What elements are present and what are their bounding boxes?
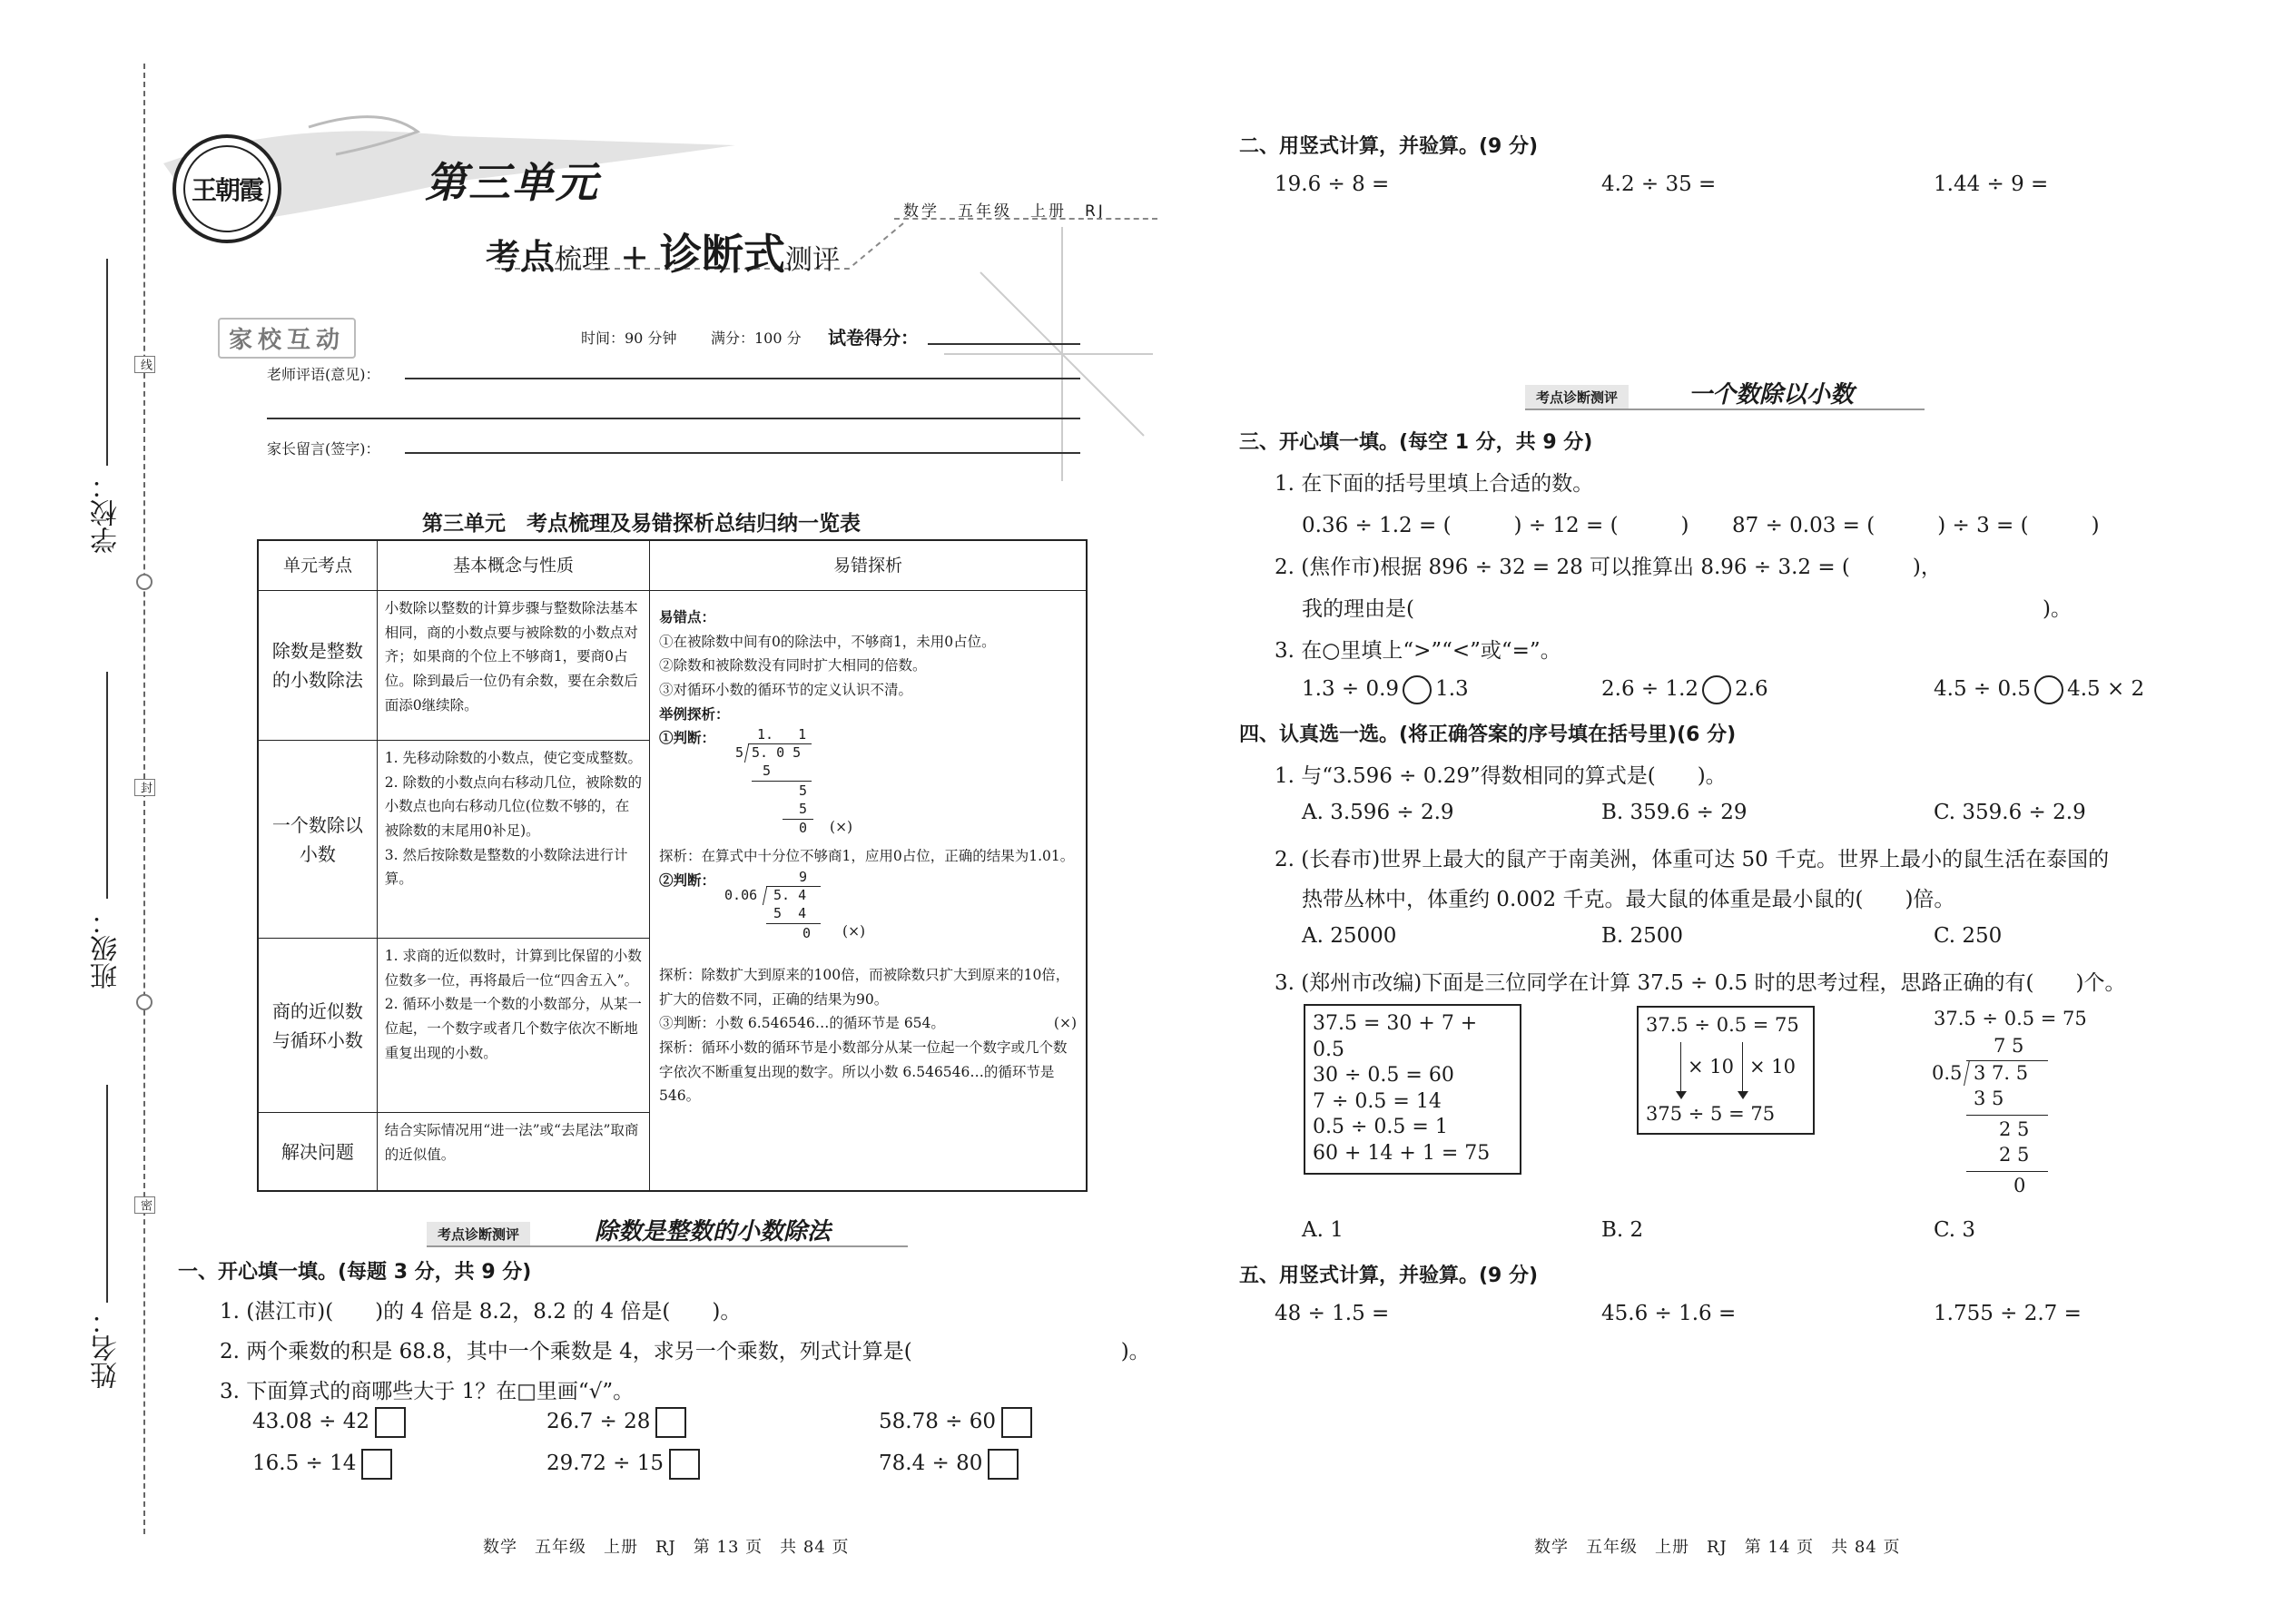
compare-right: 2.6 [1735,677,1768,701]
section-5-title: 五、用竖式计算，并验算。(9 分) [1239,1265,1539,1287]
exam-full-score: 满分：100 分 [711,330,802,347]
banner-underline [427,1245,908,1247]
error-item: ①在被除数中间有0的除法中，不够商1，未用0占位。 [659,633,996,650]
table-row [259,740,649,938]
fill-expression: 0.36 ÷ 1.2 = ( ) ÷ 12 = ( ) [1302,514,1689,537]
check-expression: 29.72 ÷ 15 [546,1452,665,1475]
exam-time: 时间：90 分钟 [581,330,677,347]
concept-cell [378,741,649,938]
division-rule [1966,1115,2048,1116]
division-step: 2 5 [1999,1144,2030,1166]
method-c-division [1930,1035,2075,1207]
division-step: 5 4 [773,904,807,921]
subtitle-part: 考点 [486,237,556,277]
multiply-note: × 10 [1749,1056,1796,1078]
choice-option[interactable]: A. 1 [1302,1218,1344,1242]
page-footer-right: 数学 五年级 上册 RJ 第 14 页 共 84 页 [1534,1538,1901,1557]
calc-item: 19.6 ÷ 8 = [1275,172,1390,196]
question-4-3: 3. (郑州市改编)下面是三位同学在计算 37.5 ÷ 0.5 时的思考过程，思路正确的有( )个。 [1275,971,2126,995]
division-rule [766,923,821,924]
example-analysis: 探析：循环小数的循环节是小数部分从某一位起一个数字或几个数字依次不断重复出现的数字。所以小数 6.546546…的循环节是 546。 [659,1038,1068,1105]
banner-underline [1525,408,1925,410]
compare-left: 1.3 ÷ 0.9 [1302,677,1400,701]
choice-option[interactable]: C. 359.6 ÷ 2.9 [1934,801,2086,824]
check-item [879,1407,1032,1438]
example-mark: (×) [1053,1015,1077,1032]
school-field[interactable] [106,259,108,466]
division-remainder: 0 [2013,1175,2026,1196]
compare-right: 1.3 [1435,677,1469,701]
arrow-head-icon [1676,1091,1687,1099]
division-divisor: 0.5 [1932,1062,1963,1084]
calc-item: 4.2 ÷ 35 = [1601,172,1717,196]
long-division-1 [715,726,842,839]
division-step: 5 [763,763,772,780]
table-header-cell: 单元考点 [259,541,378,590]
table-header-cell: 基本概念与性质 [378,541,650,590]
method-line: 37.5 = 30 + 7 + 0.5 [1313,1012,1478,1061]
check-expression: 43.08 ÷ 42 [252,1410,370,1433]
example-analysis: 探析：除数扩大到原来的100倍，而被除数只扩大到原来的10倍，扩大的倍数不同，正确的结果为90。 [659,966,1070,1008]
binding-mark-secret: 密 [134,1196,155,1214]
binding-mark-line: 线 [134,356,155,373]
division-bar [1966,1060,2048,1061]
example-mark: (×) [830,819,853,836]
error-analysis-cell [650,591,1086,1190]
choice-option[interactable]: B. 2500 [1601,924,1684,948]
binding-mark-seal: 封 [134,779,155,796]
choice-option[interactable]: C. 250 [1934,924,2003,948]
publisher-logo-text: 王朝霞 [183,145,271,232]
division-quotient: 7 5 [1994,1035,2024,1057]
question-3-1: 1. 在下面的括号里填上合适的数。 [1275,472,1594,496]
table-row [259,938,649,1112]
method-line: 60 + 14 + 1 = 75 [1313,1141,1491,1165]
check-box[interactable] [375,1407,406,1438]
section-banner-title: 除数是整数的小数除法 [595,1218,832,1245]
summary-table [257,539,1088,1192]
score-label: 试卷得分： [828,327,919,349]
table-header-cell: 易错探析 [832,555,902,576]
section-3-title: 三、开心填一填。(每空 1 分，共 9 分) [1239,431,1593,454]
table-body [259,590,1086,1190]
table-row [259,591,649,740]
check-expression: 78.4 ÷ 80 [879,1452,983,1475]
division-remainder: 0 [802,924,812,941]
division-bracket [744,744,750,763]
name-label: 姓名： [91,1307,123,1389]
topic-cell: 商的近似数与循环小数 [259,939,378,1112]
school-label: 学校： [91,472,123,554]
division-step: 5 [799,801,808,818]
class-field[interactable] [106,672,108,899]
concept-item: 2. 除数的小数点向右移动几位，被除数的小数点也向右移动几位(位数不够的，在被除数的末尾用0补足)。 [384,773,642,839]
example-label: ②判断： [659,871,716,889]
subtitle-part: 测评 [785,244,841,276]
check-item [879,1449,1019,1480]
section-4-title: 四、认真选一选。(将正确答案的序号填在括号里)(6 分) [1239,723,1737,746]
page-subtitle [486,221,840,281]
binding-hole-icon [136,574,153,590]
question-4-1: 1. 与“3.596 ÷ 0.29”得数相同的算式是( )。 [1275,764,1727,788]
section-banner-tag: 考点诊断测评 [427,1222,530,1246]
choice-option[interactable]: A. 25000 [1302,924,1397,948]
division-step: 3 5 [1974,1088,2004,1109]
parent-comment-field[interactable] [405,434,1080,454]
method-box-a [1304,1004,1521,1175]
concept-cell [378,939,649,1112]
summary-table-title: 第三单元 考点梳理及易错探析总结归纳一览表 [422,512,861,536]
calc-item: 1.44 ÷ 9 = [1934,172,2049,196]
example-statement: ③判断：小数 6.546546…的循环节是 654。 [659,1015,945,1032]
division-rule [783,819,813,820]
check-item [546,1407,686,1438]
division-dividend: 5. 0 5 [752,744,802,762]
division-dividend: 5. 4 [773,886,807,903]
method-line: 375 ÷ 5 = 75 [1646,1103,1776,1125]
question-1-2: 2. 两个乘数的积是 68.8，其中一个乘数是 4，求另一个乘数，列式计算是( )。 [220,1340,1150,1363]
multiply-note: × 10 [1688,1056,1734,1078]
example-label: ①判断： [659,729,716,747]
method-line: 30 ÷ 0.5 = 60 [1313,1064,1454,1088]
score-field[interactable] [928,325,1080,345]
division-divisor: 0.06 [724,886,758,903]
method-line: 7 ÷ 0.5 = 14 [1313,1089,1442,1113]
concept-item: 1. 先移动除数的小数点，使它变成整数。 [384,750,642,766]
example-title: 举例探析： [659,704,730,723]
division-dividend: 3 7. 5 [1974,1062,2029,1084]
question-4-2-cont: 热带丛林中，体重约 0.002 千克。最大鼠的体重是最小鼠的( )倍。 [1302,888,1955,911]
reason-close: )。 [2043,597,2072,621]
concept-cell: 小数除以整数的计算步骤与整数除法基本相同，商的小数点要与被除数的小数点对齐；如果商的个位上不够商1，要商0占位。除到最后一位仍有余数，要在余数后面添0继续除。 [384,600,638,714]
error-item: ②除数和被除数没有同时扩大相同的倍数。 [659,657,927,674]
error-item: ③对循环小数的循环节的定义认识不清。 [659,681,913,698]
topic-cell: 解决问题 [259,1113,378,1190]
division-rule [752,781,812,782]
question-3-3: 3. 在○里填上“>”“<”或“=”。 [1275,639,1561,663]
teacher-comment-label: 老师评语(意见)： [267,366,380,383]
question-1-1: 1. (湛江市)( )的 4 倍是 8.2，8.2 的 4 倍是( )。 [220,1300,742,1324]
example-1 [659,726,1077,839]
compare-item [1601,675,1768,704]
division-quotient: 9 [799,868,808,885]
compare-item [1934,675,2144,704]
section-1-title: 一、开心填一填。(每题 3 分，共 9 分) [178,1261,532,1284]
reason-open: 我的理由是( [1302,597,1414,621]
division-bracket [1964,1060,1971,1086]
compare-right: 4.5 × 2 [2067,677,2145,701]
division-divisor: 5 [735,744,744,762]
calc-item: 48 ÷ 1.5 = [1275,1302,1390,1325]
binding-hole-icon [136,994,153,1010]
division-rule [1966,1171,2048,1172]
tag-divider [894,218,1157,220]
page-footer-left: 数学 五年级 上册 RJ 第 13 页 共 84 页 [483,1538,850,1557]
topic-cell: 一个数除以小数 [259,741,378,938]
section-banner-title: 一个数除以小数 [1689,381,1855,408]
home-school-badge: 家校互动 [218,318,356,359]
division-quotient: 1. 1 [757,726,807,743]
publisher-logo [172,134,281,243]
example-3 [659,1011,1077,1036]
teacher-comment-field[interactable] [405,359,1080,379]
question-3-2: 2. (焦作市)根据 896 ÷ 32 = 28 可以推算出 8.96 ÷ 3.2 = ( )， [1275,556,1942,579]
subtitle-part: 梳理 [555,244,610,276]
example-analysis: 探析：在算式中十分位不够商1，应用0占位，正确的结果为1.01。 [659,848,1075,865]
compare-left: 2.6 ÷ 1.2 [1601,677,1699,701]
check-box[interactable] [669,1449,700,1480]
division-step: 2 5 [1999,1118,2030,1140]
section-2-title: 二、用竖式计算，并验算。(9 分) [1239,135,1539,158]
choice-option[interactable]: B. 359.6 ÷ 29 [1601,801,1748,824]
compare-circle[interactable] [1702,675,1731,704]
check-box[interactable] [361,1449,392,1480]
long-division-2 [715,869,852,956]
name-field[interactable] [106,1085,108,1303]
question-1-3: 3. 下面算式的商哪些大于 1？在□里画“√”。 [220,1380,635,1403]
choice-option[interactable]: A. 3.596 ÷ 2.9 [1302,801,1454,824]
binding-dashed-line [143,64,145,1534]
teacher-comment-field-2[interactable] [267,399,1080,419]
concept-item: 3. 然后按除数是整数的小数除法进行计算。 [384,846,628,888]
subtitle-part: + [620,237,649,277]
division-bracket [763,887,768,905]
subtitle-part: 诊断式 [660,230,786,279]
check-box[interactable] [988,1449,1019,1480]
unit-title: 第三单元 [425,158,599,207]
compare-circle[interactable] [1403,675,1432,704]
method-line: 37.5 ÷ 0.5 = 75 [1646,1014,1799,1036]
method-line: 0.5 ÷ 0.5 = 1 [1313,1116,1448,1139]
subject-tags: 数学 五年级 上册 RJ [903,202,1106,221]
concept-item: 1. 求商的近似数时，计算到比保留的小数位数多一位，再将最后一位“四舍五入”。 [384,948,642,989]
table-row [259,1112,649,1190]
method-c-title: 37.5 ÷ 0.5 = 75 [1934,1008,2087,1029]
class-label: 班级： [91,908,123,989]
example-2 [659,869,1077,956]
concept-item: 2. 循环小数是一个数的小数部分，从某一位起，一个数字或者几个数字依次不断地重复出现的小数。 [384,996,642,1061]
example-mark: (×) [842,922,866,940]
check-item [252,1449,392,1480]
section-banner-tag: 考点诊断测评 [1525,385,1629,409]
calc-item: 1.755 ÷ 2.7 = [1934,1302,2082,1325]
question-4-2: 2. (长春市)世界上最大的鼠产于南美洲，体重可达 50 千克。世界上最小的鼠生活在泰国的 [1275,848,2110,871]
calc-item: 45.6 ÷ 1.6 = [1601,1302,1737,1325]
division-step: 5 [799,782,808,800]
fill-expression: 87 ÷ 0.03 = ( ) ÷ 3 = ( ) [1732,514,2100,537]
arrow-down-icon [1742,1042,1743,1097]
division-remainder: 0 [799,820,808,837]
concept-cell: 结合实际情况用“进一法”或“去尾法”取商的近似值。 [384,1122,639,1163]
choice-option[interactable]: C. 3 [1934,1218,1976,1242]
arrow-head-icon [1738,1091,1748,1099]
error-title: 易错点： [659,608,716,625]
check-expression: 16.5 ÷ 14 [252,1452,357,1475]
compare-item [1302,675,1469,704]
parent-comment-label: 家长留言(签字)： [267,440,380,458]
check-box[interactable] [655,1407,686,1438]
topic-cell: 除数是整数的小数除法 [259,591,378,740]
check-item [546,1449,700,1480]
choice-option[interactable]: B. 2 [1601,1218,1644,1242]
method-box-b [1637,1006,1815,1135]
compare-left: 4.5 ÷ 0.5 [1934,677,2032,701]
arrow-down-icon [1680,1042,1681,1097]
check-expression: 58.78 ÷ 60 [879,1410,997,1433]
check-expression: 26.7 ÷ 28 [546,1410,651,1433]
check-item [252,1407,406,1438]
table-header-row [259,541,1086,590]
check-box[interactable] [1001,1407,1032,1438]
concept-columns [259,591,650,1190]
compare-circle[interactable] [2034,675,2063,704]
